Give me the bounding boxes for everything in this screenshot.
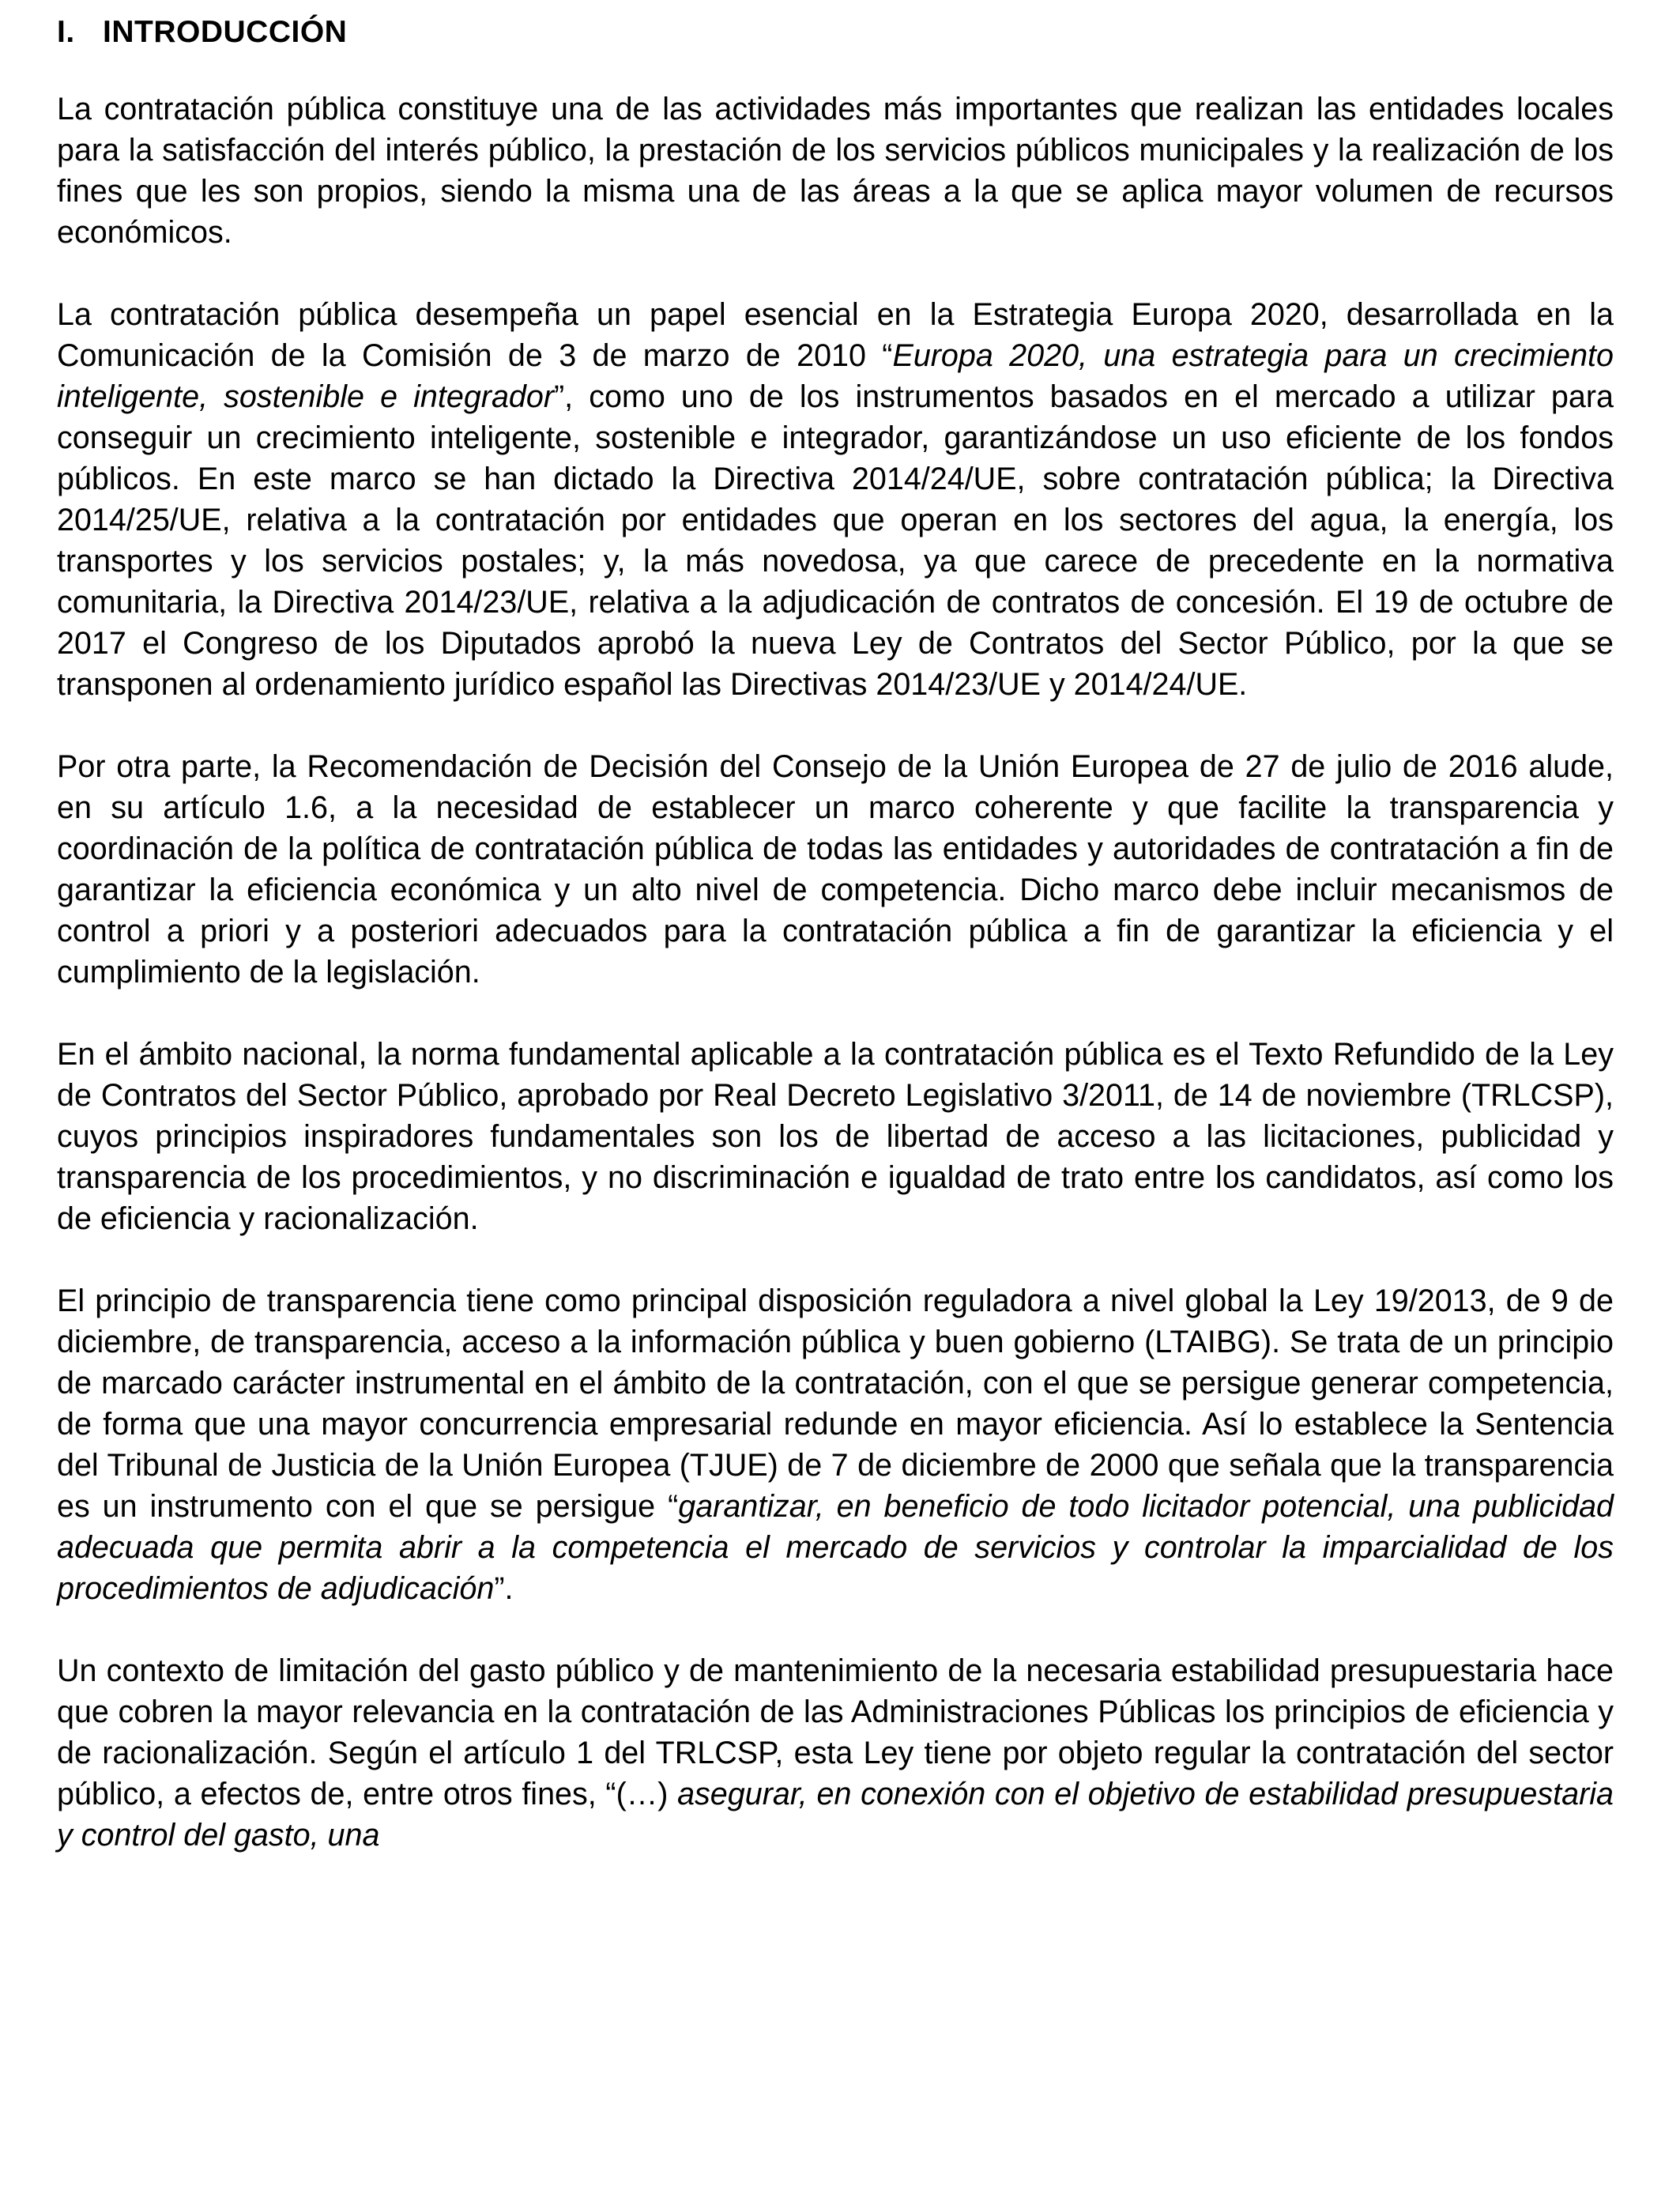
body-text <box>57 89 1614 1856</box>
italic-quote: asegurar, en conexión con el objetivo de estabilidad presupuestaria y control del gasto, una <box>57 1777 1614 1853</box>
section-title: INTRODUCCIÓN <box>103 15 348 49</box>
paragraph <box>57 294 1614 705</box>
paragraph-text: La contratación pública constituye una de las actividades más importantes que realizan las entidades locales para la satisfacción del interés público, la prestación de los servicios públicos municipales y la realización de los fines que les son propios, siendo la misma una de las áreas a la que se aplica mayor volumen de recursos económicos. <box>57 92 1614 250</box>
paragraph <box>57 1280 1614 1609</box>
paragraph-text: En el ámbito nacional, la norma fundamental aplicable a la contratación pública es el Texto Refundido de la Ley de Contratos del Sector Público, aprobado por Real Decreto Legislativo 3/2011, de 14 de noviembre (TRLCSP), cuyos principios inspiradores fundamentales son los de libertad de acceso a las licitaciones, publicidad y transparencia de los procedimientos, y no discriminación e igualdad de trato entre los candidatos, así como los de eficiencia y racionalización. <box>57 1037 1614 1236</box>
paragraph-text: ”. <box>494 1571 514 1606</box>
paragraph <box>57 1650 1614 1856</box>
paragraph-text: La contratación pública desempeña un papel esencial en la Estrategia Europa 2020, desarrollada en la Comunicación de la Comisión de 3 de marzo de 2010 “ <box>57 297 1614 373</box>
paragraph-text: ”, como uno de los instrumentos basados en el mercado a utilizar para conseguir un crecimiento inteligente, sostenible e integrador, garantizándose un uso eficiente de los fondos públicos. En este marco se han dictado la Directiva 2014/24/UE, sobre contratación pública; la Directiva 2014/25/UE, relativa a la contratación por entidades que operan en los sectores del agua, la energía, los transportes y los servicios postales; y, la más novedosa, ya que carece de precedente en la normativa comunitaria, la Directiva 2014/23/UE, relativa a la adjudicación de contratos de concesión. El 19 de octubre de 2017 el Congreso de los Diputados aprobó la nueva Ley de Contratos del Sector Público, por la que se transponen al ordenamiento jurídico español las Directivas 2014/23/UE y 2014/24/UE. <box>57 379 1614 702</box>
italic-quote: garantizar, en beneficio de todo licitador potencial, una publicidad adecuada que permita abrir a la competencia el mercado de servicios y controlar la imparcialidad de los procedimientos de adjudicación <box>57 1489 1614 1606</box>
paragraph-text: Por otra parte, la Recomendación de Decisión del Consejo de la Unión Europea de 27 de julio de 2016 alude, en su artículo 1.6, a la necesidad de establecer un marco coherente y que facilite la transparencia y coordinación de la política de contratación pública de todas las entidades y autoridades de contratación a fin de garantizar la eficiencia económica y un alto nivel de competencia. Dicho marco debe incluir mecanismos de control a priori y a posteriori adecuados para la contratación pública a fin de garantizar la eficiencia y el cumplimiento de la legislación. <box>57 749 1614 990</box>
document-page <box>57 8 1614 1897</box>
italic-quote: Europa 2020, una estrategia para un crecimiento inteligente, sostenible e integrador <box>57 338 1614 414</box>
paragraph-text: El principio de transparencia tiene como principal disposición reguladora a nivel global la Ley 19/2013, de 9 de diciembre, de transparencia, acceso a la información pública y buen gobierno (LTAIBG). Se trata de un principio de marcado carácter instrumental en el ámbito de la contratación, con el que se persigue generar competencia, de forma que una mayor concurrencia empresarial redunde en mayor eficiencia. Así lo establece la Sentencia del Tribunal de Justicia de la Unión Europea (TJUE) de 7 de diciembre de 2000 que señala que la transparencia es un instrumento con el que se persigue “ <box>57 1284 1614 1524</box>
paragraph-text: Un contexto de limitación del gasto público y de mantenimiento de la necesaria estabilidad presupuestaria hace que cobren la mayor relevancia en la contratación de las Administraciones Públicas los principios de eficiencia y de racionalización. Según el artículo 1 del TRLCSP, esta Ley tiene por objeto regular la contratación del sector público, a efectos de, entre otros fines, “(…) <box>57 1653 1614 1811</box>
section-heading <box>57 8 1614 57</box>
section-number: I. <box>57 15 75 49</box>
paragraph <box>57 1034 1614 1239</box>
paragraph <box>57 89 1614 253</box>
paragraph <box>57 746 1614 993</box>
